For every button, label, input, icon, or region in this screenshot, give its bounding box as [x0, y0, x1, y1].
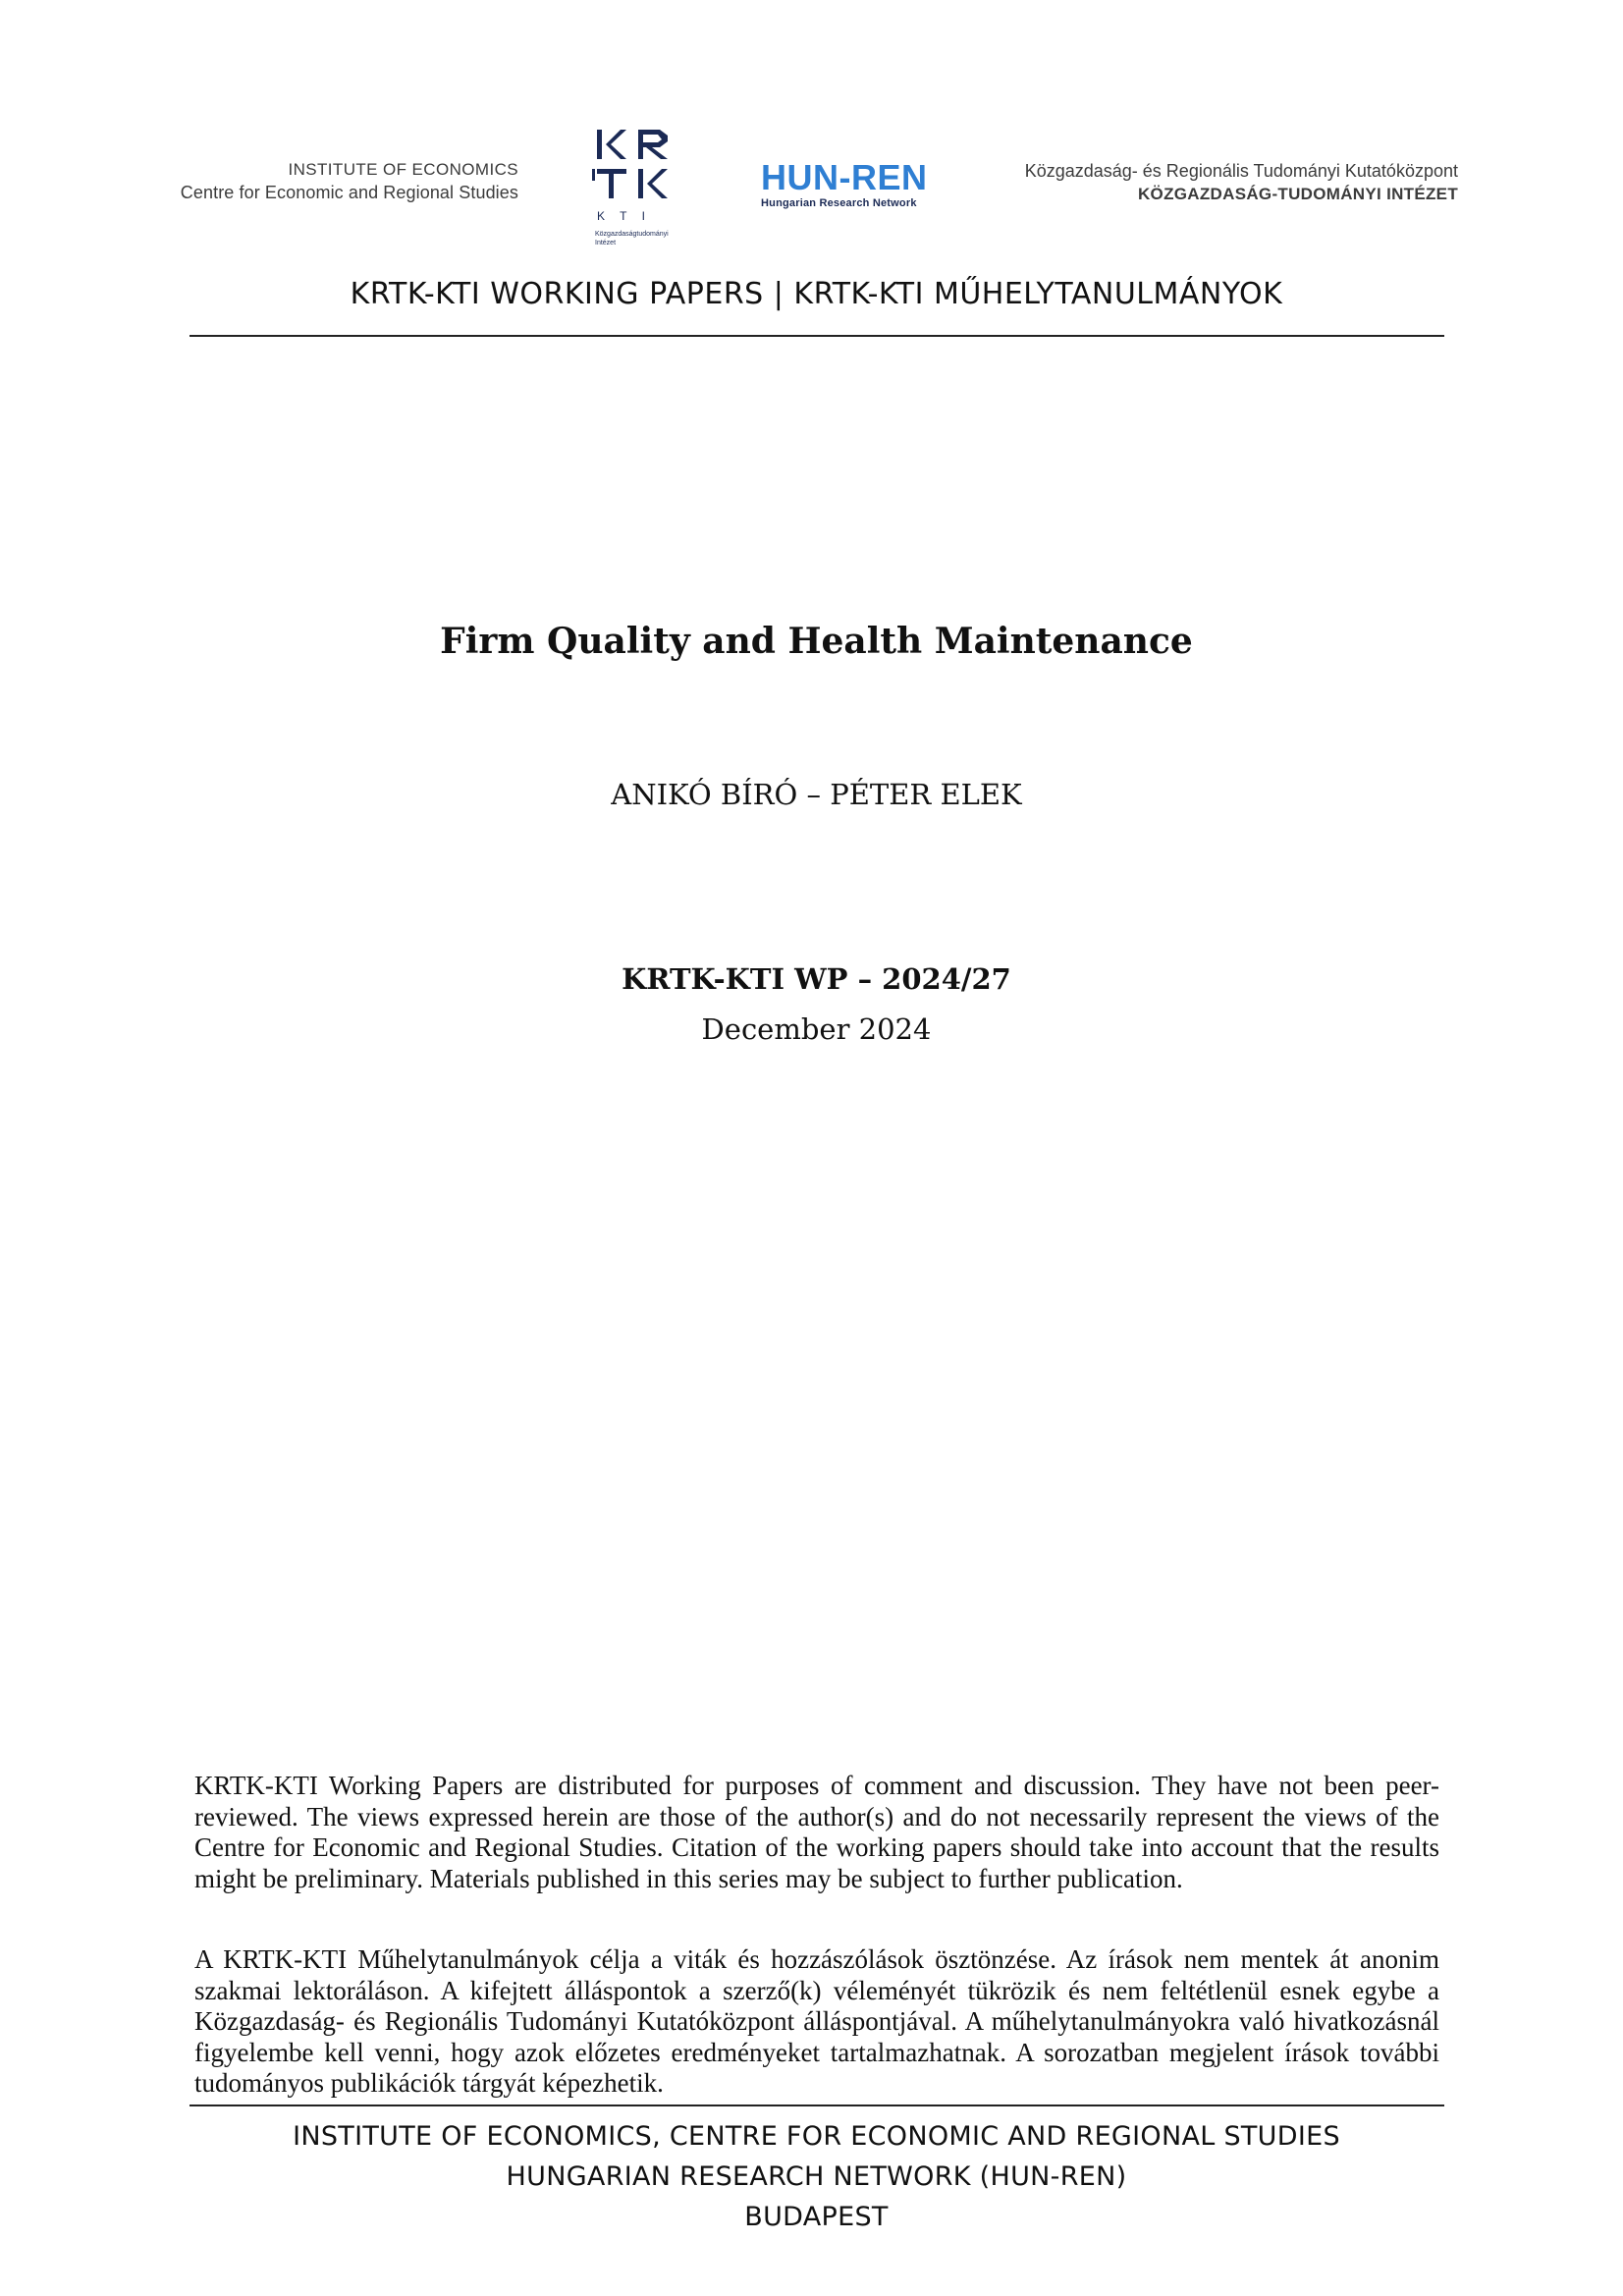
hun-ren-logo-name: HUN-REN [761, 157, 928, 197]
disclaimer-english: KRTK-KTI Working Papers are distributed for purposes of comment and discussion. They have not been peer-reviewed. The views expressed herein are those of the author(s) and do not necessarily represent the views of the Centre for Economic and Regional Studies. Citation of the working papers should take into account that the results might be preliminary. Materials published in this series may be subject to further publication. [194, 1771, 1439, 1893]
disclaimer-hungarian: A KRTK-KTI Műhelytanulmányok célja a viták és hozzászólások ösztönzése. Az írások nem mentek át anonim szakmai lektoráláson. A kifejtett álláspontok a szerző(k) véleményét tükrözik és nem feltétlenül esnek egybe a Közgazdaság- és Regionális Tudományi Kutatóközpont álláspontjával. A műhelytanulmányokra való hivatkozásnál figyelembe kell venni, hogy azok előzetes eredményeket tartalmazhatnak. A sorozatban megjelent írások további tudományos publikációk tárgyát képezhetik. [194, 1944, 1439, 2098]
working-paper-number: KRTK-KTI WP – 2024/27 [622, 962, 1011, 996]
logo-band [0, 108, 1623, 255]
krtk-logo-sub: K T I [597, 209, 651, 223]
publication-date: December 2024 [701, 1012, 932, 1046]
paper-title: Firm Quality and Health Maintenance [440, 621, 1193, 662]
footer [0, 2116, 1623, 2237]
hun-ren-logo [761, 159, 957, 214]
hun-ren-logo-subtitle: Hungarian Research Network [761, 197, 917, 209]
footer-line1: INSTITUTE OF ECONOMICS, CENTRE FOR ECONOMIC AND REGIONAL STUDIES [293, 2121, 1340, 2152]
footer-line3: BUDAPEST [744, 2202, 889, 2232]
krtk-logo-tiny2: Intézet [595, 240, 617, 246]
paper-authors: ANIKÓ BÍRÓ – PÉTER ELEK [611, 778, 1022, 811]
krtk-logo-tiny1: Közgazdaságtudományi [595, 231, 669, 238]
kti-logo-line2: KÖZGAZDASÁG-TUDOMÁNYI INTÉZET [1137, 185, 1458, 203]
header-divider [189, 335, 1444, 337]
krtk-logo [589, 126, 687, 253]
kti-logo [1001, 159, 1458, 206]
institute-logo-line2: Centre for Economic and Regional Studies [180, 183, 518, 202]
institute-logo-line1: INSTITUTE OF ECONOMICS [288, 160, 518, 179]
footer-line2: HUNGARIAN RESEARCH NETWORK (HUN-REN) [506, 2161, 1127, 2192]
institute-of-economics-logo [180, 159, 518, 204]
kti-logo-line1: Közgazdaság- és Regionális Tudományi Kutatóközpont [1024, 161, 1458, 181]
series-header: KRTK-KTI WORKING PAPERS | KRTK-KTI MŰHELYTANULMÁNYOK [350, 277, 1283, 311]
footer-divider [189, 2105, 1444, 2106]
